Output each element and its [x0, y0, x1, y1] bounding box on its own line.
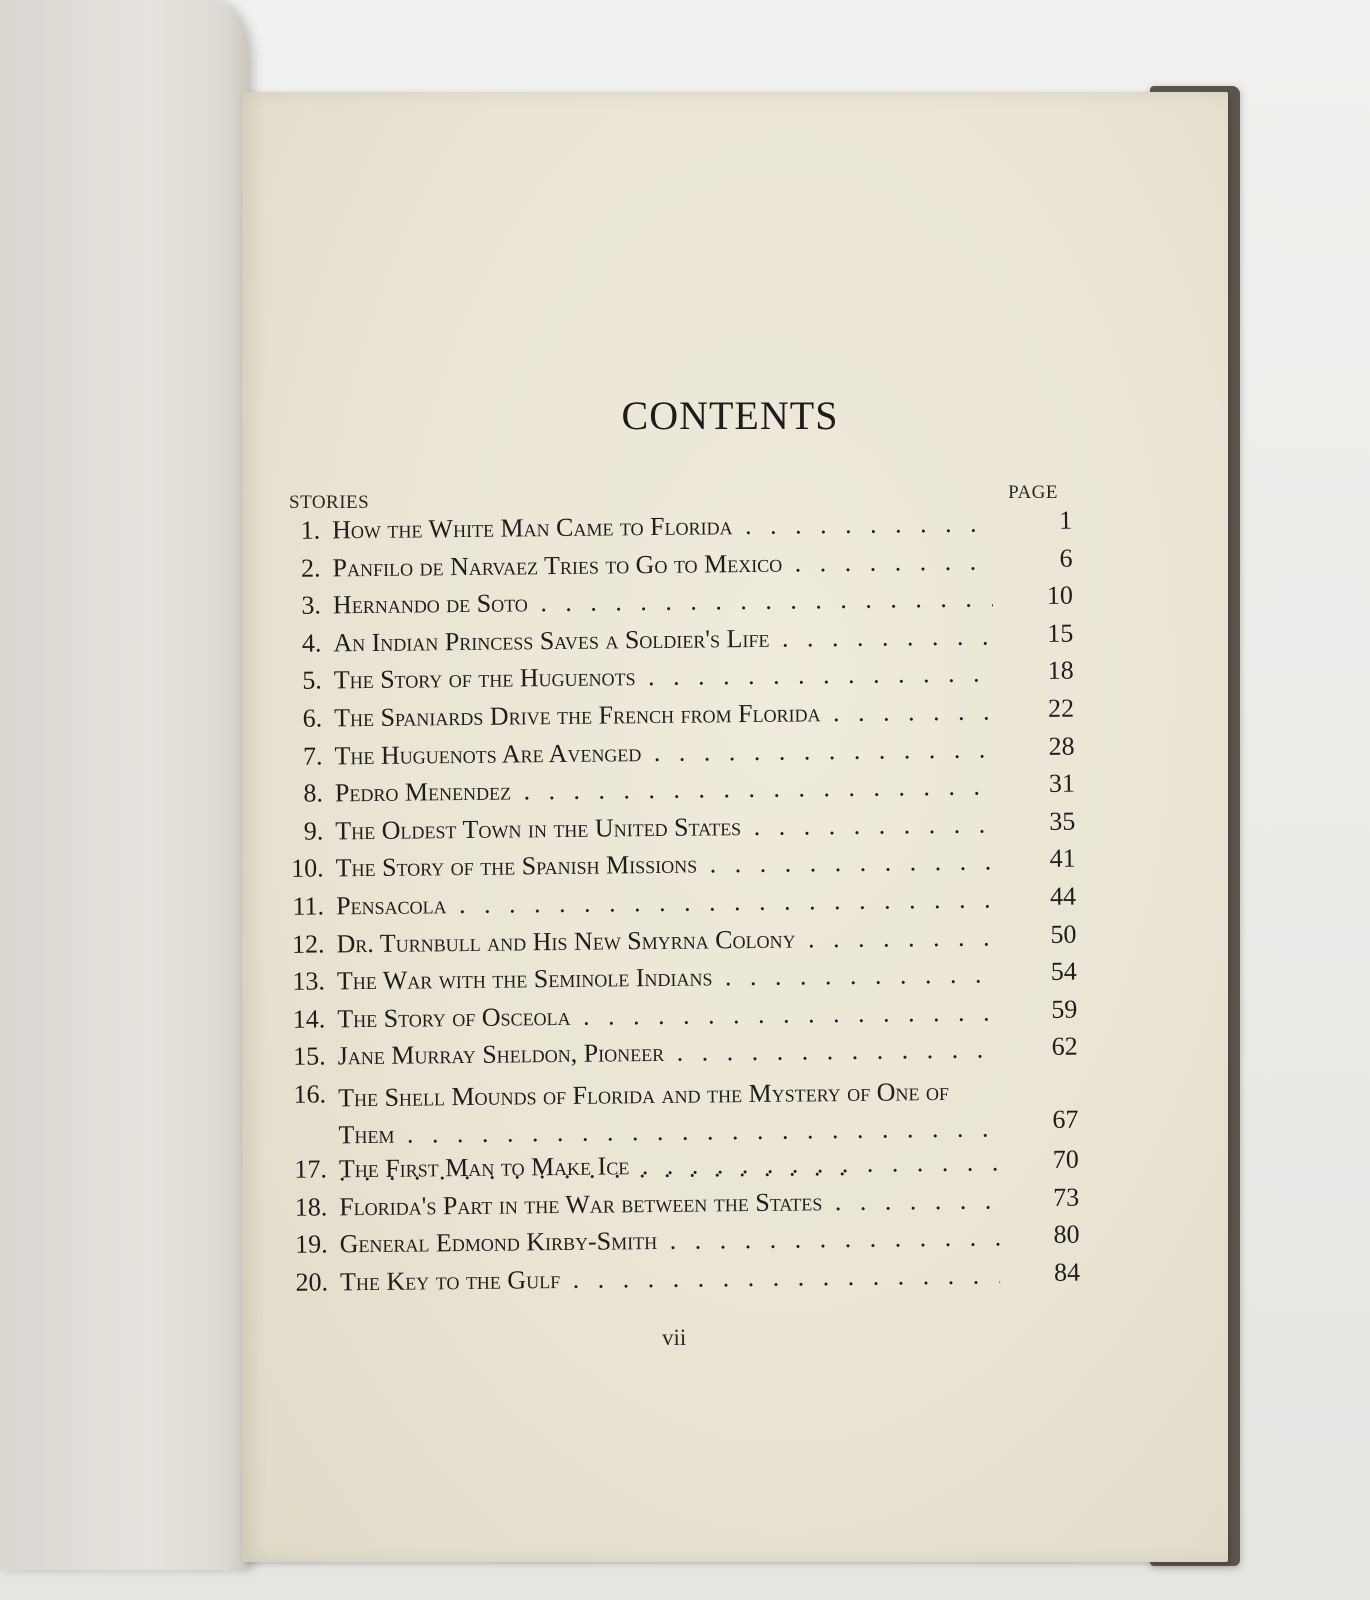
entry-page: 28 — [1048, 731, 1075, 761]
entry-title: Jane Murray Sheldon, Pioneer . . . — [338, 1035, 998, 1072]
entry-number: 16. — [293, 1079, 327, 1109]
entry-title: General Edmond Kirby-Smith . . . — [339, 1223, 999, 1260]
entry-page: 35 — [1049, 806, 1076, 836]
entry-title: The Key to the Gulf . . . — [340, 1260, 1000, 1297]
entry-number: 12. — [291, 929, 325, 959]
entry-page: 15 — [1047, 618, 1074, 648]
entry-title: Panfilo de Narvaez Tries to Go to Mexico . . . — [332, 546, 992, 583]
entry-number: 9. — [303, 816, 324, 846]
page-title: CONTENTS — [621, 393, 839, 438]
entry-title: Hernando de Soto . . . — [333, 584, 993, 621]
entry-title: An Indian Princess Saves a Soldier's Life . . . — [333, 621, 993, 658]
entry-page: 62 — [1051, 1031, 1078, 1062]
entry-page: 50 — [1050, 919, 1077, 949]
entry-title: Pedro Menendez . . . — [335, 772, 995, 809]
left-page — [0, 0, 250, 1570]
entry-page: 84 — [1053, 1257, 1081, 1287]
entry-page: 1 — [1058, 505, 1073, 535]
entry-page: 41 — [1049, 843, 1076, 874]
entry-title: The Story of the Huguenots . . . — [334, 659, 994, 696]
entry-number: 17. — [294, 1154, 328, 1184]
toc-entry — [278, 1069, 1079, 1152]
contents-page — [242, 92, 1228, 1562]
entry-title: Florida's Part in the War between the States . . . — [339, 1185, 999, 1222]
entry-number: 15. — [293, 1041, 326, 1072]
entry-title: The Shell Mounds of Florida and the Mystery of One of Them . . . — [338, 1072, 999, 1190]
entry-number: 8. — [303, 778, 324, 808]
entry-title: The War with the Seminole Indians . . . — [337, 960, 997, 997]
entry-page: 67 — [1052, 1104, 1079, 1134]
entry-number: 7. — [302, 741, 323, 771]
entry-page: 59 — [1051, 994, 1078, 1024]
entry-number: 20. — [295, 1267, 329, 1297]
entry-number: 4. — [301, 628, 322, 658]
entry-page: 22 — [1047, 693, 1075, 723]
entry-number: 19. — [294, 1229, 328, 1259]
entry-title: The Oldest Town in the United States . . . — [335, 809, 995, 846]
entry-page: 6 — [1059, 543, 1073, 573]
entry-title: The Story of Osceola . . . — [337, 997, 997, 1034]
entry-number: 2. — [300, 553, 321, 583]
entry-page: 44 — [1049, 881, 1077, 911]
entry-page: 10 — [1046, 580, 1074, 611]
entry-title: Pensacola . . . — [336, 884, 996, 921]
entry-number: 1. — [300, 515, 321, 545]
entry-number: 6. — [302, 703, 323, 733]
entry-number: 3. — [301, 590, 322, 620]
entry-number: 10. — [291, 853, 324, 884]
entry-page: 54 — [1050, 956, 1077, 986]
entry-title: The Huguenots Are Avenged . . . — [334, 734, 994, 771]
entry-title: How the White Man Came to Florida . . . — [332, 508, 992, 545]
entry-page: 80 — [1053, 1219, 1080, 1249]
entry-number: 18. — [294, 1191, 328, 1222]
entry-title: Dr. Turnbull and His New Smyrna Colony . . . — [336, 922, 996, 959]
page-number: vii — [662, 1325, 687, 1350]
entry-title: The Spaniards Drive the French from Florida . . . — [334, 696, 994, 733]
entry-title: The First Man to Make Ice . . . — [339, 1147, 999, 1184]
toc-entry — [280, 1257, 1080, 1303]
stories-column-label: STORIES — [289, 492, 370, 513]
entry-number: 5. — [302, 665, 322, 696]
entry-number: 13. — [292, 966, 326, 996]
page-column-label: PAGE — [1008, 482, 1058, 503]
entry-number: 14. — [292, 1004, 326, 1034]
entry-page: 73 — [1053, 1182, 1080, 1212]
table-of-contents — [272, 506, 1080, 1304]
entry-title: The Story of the Spanish Missions . . . — [336, 847, 996, 884]
entry-page: 70 — [1052, 1144, 1079, 1174]
entry-number: 11. — [292, 891, 325, 921]
entry-page: 31 — [1048, 768, 1076, 799]
entry-page: 18 — [1047, 655, 1074, 686]
